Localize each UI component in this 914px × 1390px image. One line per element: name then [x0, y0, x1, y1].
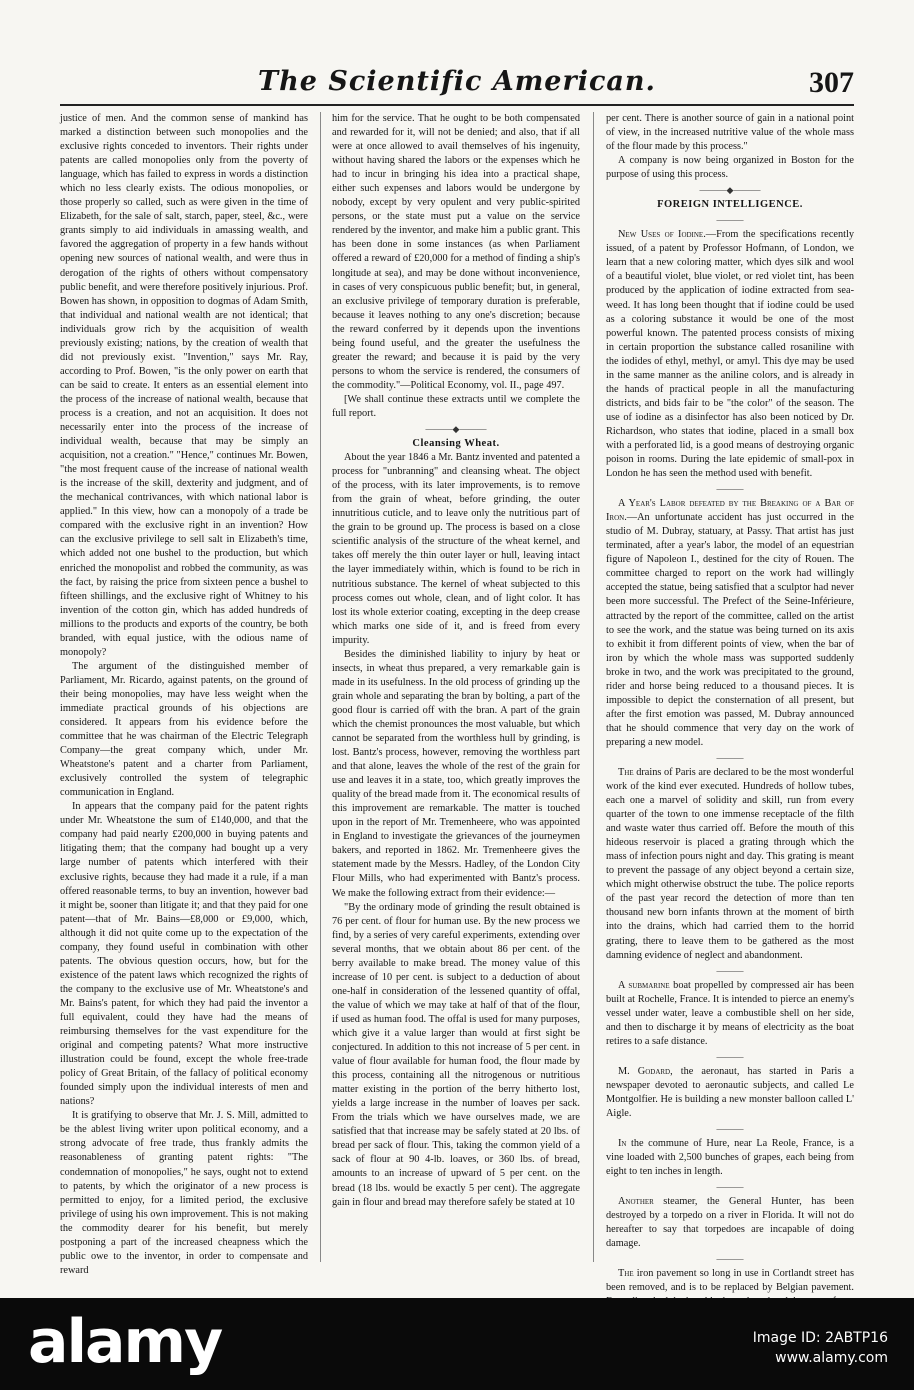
site-url-text: www.alamy.com	[775, 1350, 888, 1366]
masthead	[0, 66, 914, 106]
news-item-text: the commune of Hure, near La Reole, France, is a vine loaded with 2,500 bunches of grapes, each being from eight to ten inches in length.	[606, 1138, 854, 1178]
image-id-text: Image ID: 2ABTP16	[752, 1330, 888, 1346]
ornament-divider: ———	[716, 1051, 744, 1062]
stock-info	[753, 1328, 888, 1368]
paragraph: Besides the diminished liability to injury by heat or insects, in wheat thus prepared, a very remarkable gain is made in its usefulness. In the old process of grinding up the grain whole and separating the bran by bolting, a part of the good flour is carried off with the bran. A part of the grain which the chemist pronounces the most valuable, but which cannot be separated from the worthless hull by grinding, is lost. Bantz's process, however, removing the worthless part and that alone, leaves the whole of the rest of the grain for use and leaves it in a state, too, which greatly improves the quality of the bread made from it. The economical results of this improvement are remarkable. The matter is touched upon in the report of Mr. Tremenheere, who was appointed in England to investigate the grievances of the journeymen bakers, and reported in 1862. Mr. Tremenheere gives the statement made by the Messrs. Hadley, of the London City Flour Mills, who had experimented with Bantz's process. We make the following extract from their evidence:—	[332, 648, 580, 899]
news-item	[606, 1195, 854, 1251]
alamy-logo: alamy	[28, 1307, 222, 1377]
news-item	[606, 1065, 854, 1121]
news-item	[606, 1137, 854, 1179]
column-3	[606, 112, 855, 1294]
paragraph: him for the service. That he ought to be both compensated and rewarded for it, will not be denied; and also, that if all were at once allowed to avail themselves of his ingenuity, without having shared the labors or the expenses which he had to incur in bringing his idea into a practical shape, either such expenses and labors would be undergone by nobody, except by very opulent and very public-spirited persons, or the state must put a value on the service rendered by the inventor, and make him a public grant. This has been done in some instances (as when Parliament offered a reward of £20,000 for a method of finding a ship's longitude at sea), and may be done without inconvenience, in cases of very conspicuous public benefit; but, in general, an exclusive privilege of temporary duration is preferable, because it leaves nothing to any one's discretion; because the reward conferred by it depends upon the inventions being found useful, and the greater the usefulness the greater the reward; and because it is paid by the very persons to whom the service is rendered, the consumers of the commodity."—Political Economy, vol. II., page 497.	[332, 113, 580, 391]
ornament-divider: ———	[716, 215, 744, 226]
news-item-text: —An unfortunate accident has just occurred in the studio of M. Dubray, statuary, at Passy. That artist has just terminated, after a year's labor, the model of an equestrian figure of Napoleon I., destined for the city of Rouen. The committee charged to report on the work had willingly accepted the statue, being satisfied that a sculptor had never been more successful. The Prefect of the Seine-Inférieure, attracted by the report of the committee, called on the artist to see the work, and the statue was being turned on its axis to exhibit it from different points of view, when the bar of iron by which the whole mass was supported suddenly broke in two, and the work was precipitated to the ground, rider and horse being reduced to a thousand pieces. It is impossible to depict the consternation of all present, but after the first emotion was passed, M. Dubray announced that he should commence that very day on the work of preparing a new model.	[606, 512, 854, 748]
news-item	[606, 497, 854, 750]
column-divider	[593, 112, 594, 1262]
news-item-text: steamer, the General Hunter, has been destroyed by a torpedo on a river in Florida. It will not do hereafter to say that torpedoes are incapable of doing damage.	[606, 1196, 854, 1250]
news-item-lead: In	[618, 1138, 627, 1150]
paragraph: A company is now being organized in Boston for the purpose of using this process.	[606, 155, 854, 181]
page-number: 307	[809, 66, 854, 99]
ornament-divider: ———	[716, 1124, 744, 1135]
paragraph: It is gratifying to observe that Mr. J. S. Mill, admitted to be the ablest living writer upon political economy, and a strong advocate of free trade, thus frankly admits the reasonableness of granting patent rights: "The condemnation of monopolies," he says, ought not to extend to patents, by which the originator of a new process is permitted to enjoy, for a limited period, the exclusive privilege of using his own improvement. This is not making the commodity dearer for his benefit, but merely postponing a part of the increased cheapness which the public owe to the inventor, in order to compensate and reward	[60, 1110, 308, 1276]
news-item-text: —From the specifications recently issued, of a patent by Professor Hofmann, of London, we learn that a new coloring matter, which dyes silk and wool of a beautiful violet, blue violet, or red violet tint, has been produced by the application of iodine extracted from sea-weed. It has long been thought that if iodine could be used as a coloring substance it would be one of the most powerful known. The patented process consists of mixing in certain proportion the substance called rosaniline with the iodides of ethyl, methyl, or amyl. This dye may be used in the same manner as the aniline colors, and is already in the hands of practical people in all the manufacturing districts, and bids fair to be "the color" of the season. The use of iodine as a disinfector has also been noticed by Dr. Richardson, who states that iodine, placed in a small box with a perforated lid, is a good means of destroying organic poison in rooms. During the late epidemic of small-pox in London he has seen the method used with benefit.	[606, 229, 855, 480]
section-heading-foreign-intelligence: FOREIGN INTELLIGENCE.	[657, 199, 803, 211]
column-1	[60, 112, 308, 1276]
news-item	[606, 228, 854, 481]
paragraph: justice of men. And the common sense of mankind has marked a distinction between such monopolies and the exclusive rights conceded to inventors. Their rights under patents are called monopolies only from the poverty of language, which has failed to express in words a distinction which no less clearly exists. The odious monopolies, or those properly so called, such as were given in the time of Elizabeth, for the sale of salt, starch, paper, steel, &c., were grants simply to aid individuals in amassing wealth, and favored the aggregation of property in a few hands without opening new sources of national wealth, and were thus in derogation of the rights of others without compensatory public benefit, and were therefore positively injurious. Prof. Bowen has shown, in opposition to dogmas of Adam Smith, that individual and national wealth are not identical; that individuals grow rich by the acquisition of wealth previously existing; nations, by the creation of wealth that did not previously exist. "Invention," says Mr. Ray, according to Prof. Bowen, "is the only power on earth that can be said to create. It enters as an essential element into the process of the increase of national wealth, because that process is a creation, and not an acquisition. It does not necessarily enter into the process of the increase of individual wealth, because that may be simply an acquisition, not a creation." "Hence," continues Mr. Bowen, "the most frequent cause of the increase of national wealth is the increase of the skill, dexterity and judgment, and of the mechanical contrivances, with which national labor is applied." In this view, how can a monopoly of a trade be compared with the exclusive right in an invention? How can the exclusive privilege to sell salt in Elizabeth's time, which added not one bushel to the production, but which enriched the monopolist and robbed the community, as was the fact, by raising the price from sixteen pence a bushel to fifteen shillings, and the exclusive right of Whitney to his invention of the cotton gin, which has added hundreds of millions to the products and exports of the country, be both branded, with equal justice, with the odious name of monopoly?	[60, 113, 308, 658]
news-item-lead: M. Godard,	[618, 1065, 673, 1077]
column-divider	[320, 112, 321, 1262]
news-item-text: drains of Paris are declared to be the most wonderful work of the kind ever executed. Hundreds of hollow tubes, each one a marvel of solidity and skill, run from every quarter of the town to one immense receptacle of the filth and waste water thus carried off. Before the mouth of this hideous reservoir is placed a grating through which the mass of infection pours night and day. This grating is meant to prevent the passage of any object beyond a certain size, which might otherwise obstruct the tube. The police reports of the past year record the detection of more than ten thousand new born infants thrown at the moment of birth into the drains, which had carried them to the horrid grating, there to leave them to be gathered as the most damning evidence of neglect and abandonment.	[606, 766, 854, 961]
ornament-divider: ———	[716, 965, 744, 976]
news-item	[606, 979, 854, 1049]
paragraph: In appears that the company paid for the patent rights under Mr. Wheatstone the sum of £140,000, and that the company had paid nearly £200,000 in buying patents and litigating them; that the company had bought up a very large number of patents which interfered with their exclusive rights, because they had made it a rule, if a man offered reasonable terms, to buy an invention, however bad it might be, sooner than litigate it; and that they paid for one patent—that of Mr. Bains—£8,000 or £9,000, which, although it did not quite come up to the expectation of the company, they found useful in combination with other patents. The obvious question occurs, how, but for the existence of the patent laws which recognized the rights of the company to the exclusive use of Mr. Wheatstone's and Mr. Bains's patent, for which they had paid the inventor a full equivalent, could they have had the means of reimbursing themselves for the vast expenditure for the original and competing patents? What more instructive illustration could be found, except the whole free-trade policy of Great Britain, of the fallacy of political economy founded simply upon the individual interests of men and nations?	[60, 801, 308, 1108]
news-item-lead: A Year's Labor defeated by the Breaking of a Bar of Iron.	[606, 498, 854, 524]
ornament-divider: ———◆———	[425, 424, 487, 435]
section-heading-cleansing-wheat: Cleansing Wheat.	[412, 438, 500, 450]
news-item-lead: Another	[618, 1196, 654, 1208]
paragraph: [We shall continue these extracts until we complete the full report.	[332, 393, 580, 419]
column-2	[332, 112, 580, 1262]
paragraph: The argument of the distinguished member of Parliament, Mr. Ricardo, against patents, on the ground of their being monopolies, may have less weight when the immediate practical grounds of his objections are considered. It appears from his evidence before the committee that he was chairman of the Electric Telegraph Company—the great company which, under Mr. Wheatstone's patent and a charter from Parliament, exclusively controlled the system of telegraphic communication in England.	[60, 660, 308, 799]
ornament-divider: ———◆———	[699, 185, 761, 196]
paragraph: About the year 1846 a Mr. Bantz invented and patented a process for "unbranning" and cleansing wheat. The object of the process, with its later improvements, is to remove from the grain of wheat, before grinding, the outer innutritious cuticle, and to leave only the nutritious part of the grain to be ground up. The process is based on a close scientific analysis of the structure of the wheat kernel, and takes off merely the thin outer layer or hull, leaving intact the layer immediately within, which is found to be rich in nutritious substance. The kernel of wheat subjected to this process comes out whole, clean, and of light color. It has lost its whole exterior coating, excepting in the deep crease which marks one side of it, and is freed from every impurity.	[332, 452, 580, 646]
masthead-rule	[60, 104, 854, 106]
news-item-text: boat propelled by compressed air has been built at Rochelle, France. It is intended to pierce an enemy's vessel under water, leave a combustible shell on her side, and then to discharge it by means of electricity as the boat retires to a safe distance.	[606, 979, 854, 1047]
news-item-text: iron pavement so long in use in Cortlandt street has been removed, and is to be replaced by Belgian pavement.	[606, 1268, 854, 1294]
news-item-text: the aeronaut, has started in Paris a newspaper devoted to aeronautic subjects, and called Le Montgolfier. He is building a new monster balloon called L' Aigle.	[606, 1065, 854, 1119]
ornament-divider: ———	[716, 1254, 744, 1265]
news-item-lead: New Uses of Iodine.	[618, 229, 706, 241]
paragraph: per cent. There is another source of gain in a national point of view, in the increased nutritive value of the whole mass of the flour made by this process."	[606, 113, 854, 153]
news-item-lead: A submarine	[618, 979, 670, 991]
masthead-title: The Scientific American.	[258, 66, 656, 97]
ornament-divider: ———	[716, 484, 744, 495]
paragraph: "By the ordinary mode of grinding the result obtained is 76 per cent. of flour for human use. By the new process we find, by a series of very careful experiments, extending over several months, that we obtain about 86 per cent. of the berry available to make bread. The money value of this increase of 10 per cent. is subject to a deduction of about one-half in consideration of the lessened quantity of offal, the value of which we may take at half of that of the flour, if used as human food. The offal is used for many purposes, which give it a value larger than would at first sight be conjectured. In addition to this not increase of 5 per cent. in value of flour available for human food, the flour made by this process, containing all the nitrogenous or nutritious matter existing in the portion of the berry hitherto lost, yields a large increase in the number of loaves per sack. From the trials which we have ourselves made, we are satisfied that that increase may be safely stated at 20 lbs. of bread per sack of flour. This, taking the common yield of a sack of flour at 90 4-lb. loaves, or 360 lbs. of bread, amounts to an increase of upward of 5 per cent. on the bread (18 lbs. would be exactly 5 per cent). The aggregate gain in flour and bread may therefore safely be stated at 10	[332, 901, 580, 1208]
article-columns	[60, 112, 855, 1294]
ornament-divider: ———	[716, 1182, 744, 1193]
news-item	[606, 766, 854, 963]
news-item-lead: The	[618, 766, 634, 778]
news-item-lead: The	[618, 1268, 634, 1280]
ornament-divider: ———	[716, 752, 744, 763]
